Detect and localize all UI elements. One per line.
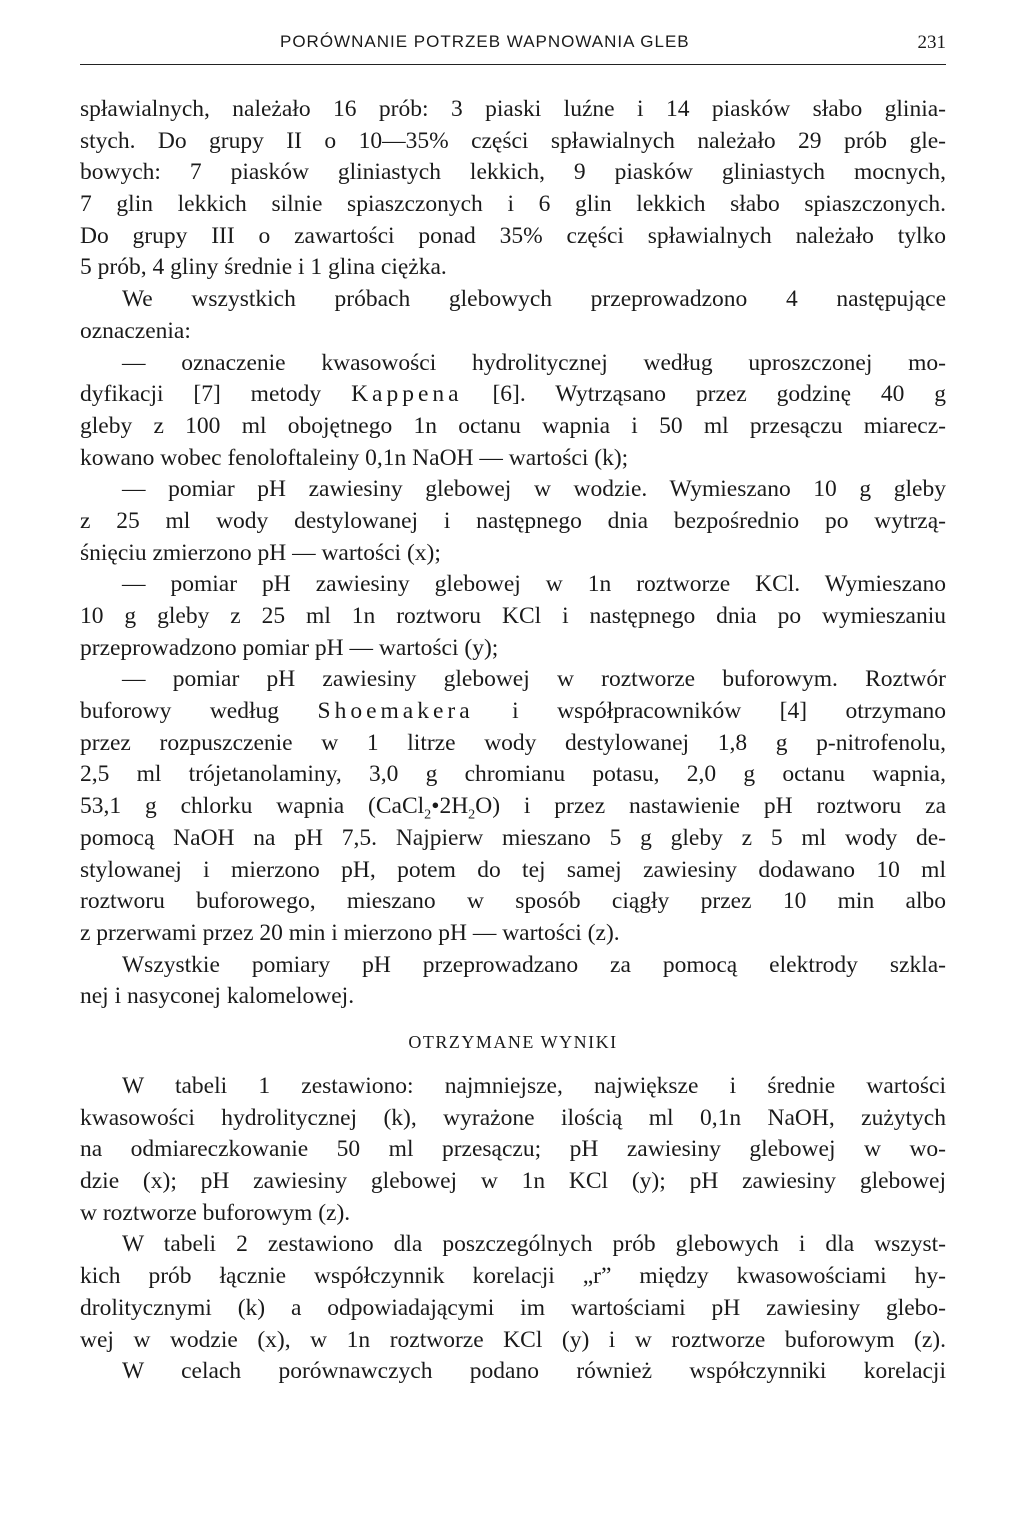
section-heading: OTRZYMANE WYNIKI <box>408 1032 618 1052</box>
text-line: spławialnych, należało 16 prób: 3 piaski luźne i 14 piasków słabo glinia- <box>80 96 946 122</box>
text-line: drolitycznymi (k) a odpowiadającymi im wartościami pH zawiesiny glebo- <box>80 1294 946 1321</box>
text-line: z 25 ml wody destylowanej i następnego dnia bezpośrednio po wytrzą- <box>80 507 946 534</box>
text-line: na odmiareczkowanie 50 ml przesączu; pH zawiesiny glebowej w wo- <box>80 1136 946 1163</box>
text-line: W tabeli 2 zestawiono dla poszczególnych prób glebowych i dla wszyst- <box>122 1231 946 1258</box>
text-line: 2,5 ml trójetanolaminy, 3,0 g chromianu potasu, 2,0 g octanu wapnia, <box>80 761 946 788</box>
text-line: śnięciu zmierzono pH — wartości (x); <box>80 539 441 566</box>
text-line: oznaczenia: <box>80 317 191 344</box>
text-line: kich prób łącznie współczynnik korelacji „r” między kwasowościami hy- <box>80 1263 946 1290</box>
subscript: 2 <box>424 806 432 823</box>
author-name: Shoemakera <box>317 698 474 725</box>
results-text <box>80 1071 946 1388</box>
text-line: kwasowości hydrolitycznej (k), wyrażone ilością ml 0,1n NaOH, zużytych <box>80 1104 946 1131</box>
text-line: stylowanej i mierzono pH, potem do tej samej zawiesiny dodawano 10 ml <box>80 856 946 883</box>
text-line: 7 glin lekkich silnie spiaszczonych i 6 glin lekkich słabo spiaszczonych. <box>80 191 946 218</box>
text-line: przeprowadzono pomiar pH — wartości (y); <box>80 634 499 661</box>
text-line: W tabeli 1 zestawiono: najmniejsze, największe i średnie wartości <box>122 1073 946 1099</box>
text-line: z przerwami przez 20 min i mierzono pH — wartości (z). <box>80 919 620 946</box>
text-line: przez rozpuszczenie w 1 litrze wody destylowanej 1,8 g p-nitrofenolu, <box>80 729 946 756</box>
page-number: 231 <box>917 32 946 53</box>
author-name: Kappena <box>351 381 463 408</box>
text-line: W celach porównawczych podano również współczynniki korelacji <box>122 1358 946 1385</box>
text-line: We wszystkich próbach glebowych przeprowadzono 4 następujące <box>122 286 946 313</box>
text-line: nej i nasyconej kalomelowej. <box>80 983 355 1010</box>
text-line: 5 prób, 4 gliny średnie i 1 glina ciężka. <box>80 254 447 281</box>
text-line: pomocą NaOH na pH 7,5. Najpierw mieszano 5 g gleby z 5 ml wody de- <box>80 824 946 851</box>
running-title: PORÓWNANIE POTRZEB WAPNOWANIA GLEB <box>280 32 690 51</box>
text-line: buforowy według Shoemakera i współpracowników [4] otrzymano <box>80 698 947 725</box>
text-line: wej w wodzie (x), w 1n roztworze KCl (y) i w roztworze buforowym (z). <box>80 1326 946 1353</box>
methods-text <box>80 94 946 1013</box>
text-line: kowano wobec fenoloftaleiny 0,1n NaOH — wartości (k); <box>80 444 629 471</box>
text-line: — pomiar pH zawiesiny glebowej w 1n roztworze KCl. Wymieszano <box>122 571 946 598</box>
text-line: w roztworze buforowym (z). <box>80 1199 351 1226</box>
subscript: 2 <box>468 806 476 823</box>
text-line: 53,1 g chlorku wapnia $(CaCl_2•2H_2O)$ i przez nastawienie pH roztworu za <box>80 793 947 823</box>
text-line: bowych: 7 piasków gliniastych lekkich, 9 piasków gliniastych mocnych, <box>80 159 946 186</box>
running-header <box>80 26 946 65</box>
text-line: stych. Do grupy II o 10—35% części spławialnych należało 29 prób gle- <box>80 127 946 154</box>
text-line: dzie (x); pH zawiesiny glebowej w 1n KCl (y); pH zawiesiny glebowej <box>80 1168 946 1195</box>
text-line: Do grupy III o zawartości ponad 35% części spławialnych należało tylko <box>80 222 946 249</box>
text-line: dyfikacji [7] metody Kappena [6]. Wytrząsano przez godzinę 40 g <box>80 381 947 408</box>
text-line: — pomiar pH zawiesiny glebowej w roztworze buforowym. Roztwór <box>122 666 946 693</box>
text-line: — pomiar pH zawiesiny glebowej w wodzie. Wymieszano 10 g gleby <box>122 476 946 503</box>
text-line: gleby z 100 ml obojętnego 1n octanu wapnia i 50 ml przesączu miarecz- <box>80 412 946 439</box>
text-line: — oznaczenie kwasowości hydrolitycznej według uproszczonej mo- <box>122 349 946 376</box>
text-line: 10 g gleby z 25 ml 1n roztworu KCl i następnego dnia po wymieszaniu <box>80 603 946 629</box>
text-line: roztworu buforowego, mieszano w sposób ciągły przez 10 min albo <box>80 888 946 915</box>
text-line: Wszystkie pomiary pH przeprowadzano za pomocą elektrody szkla- <box>122 951 946 978</box>
